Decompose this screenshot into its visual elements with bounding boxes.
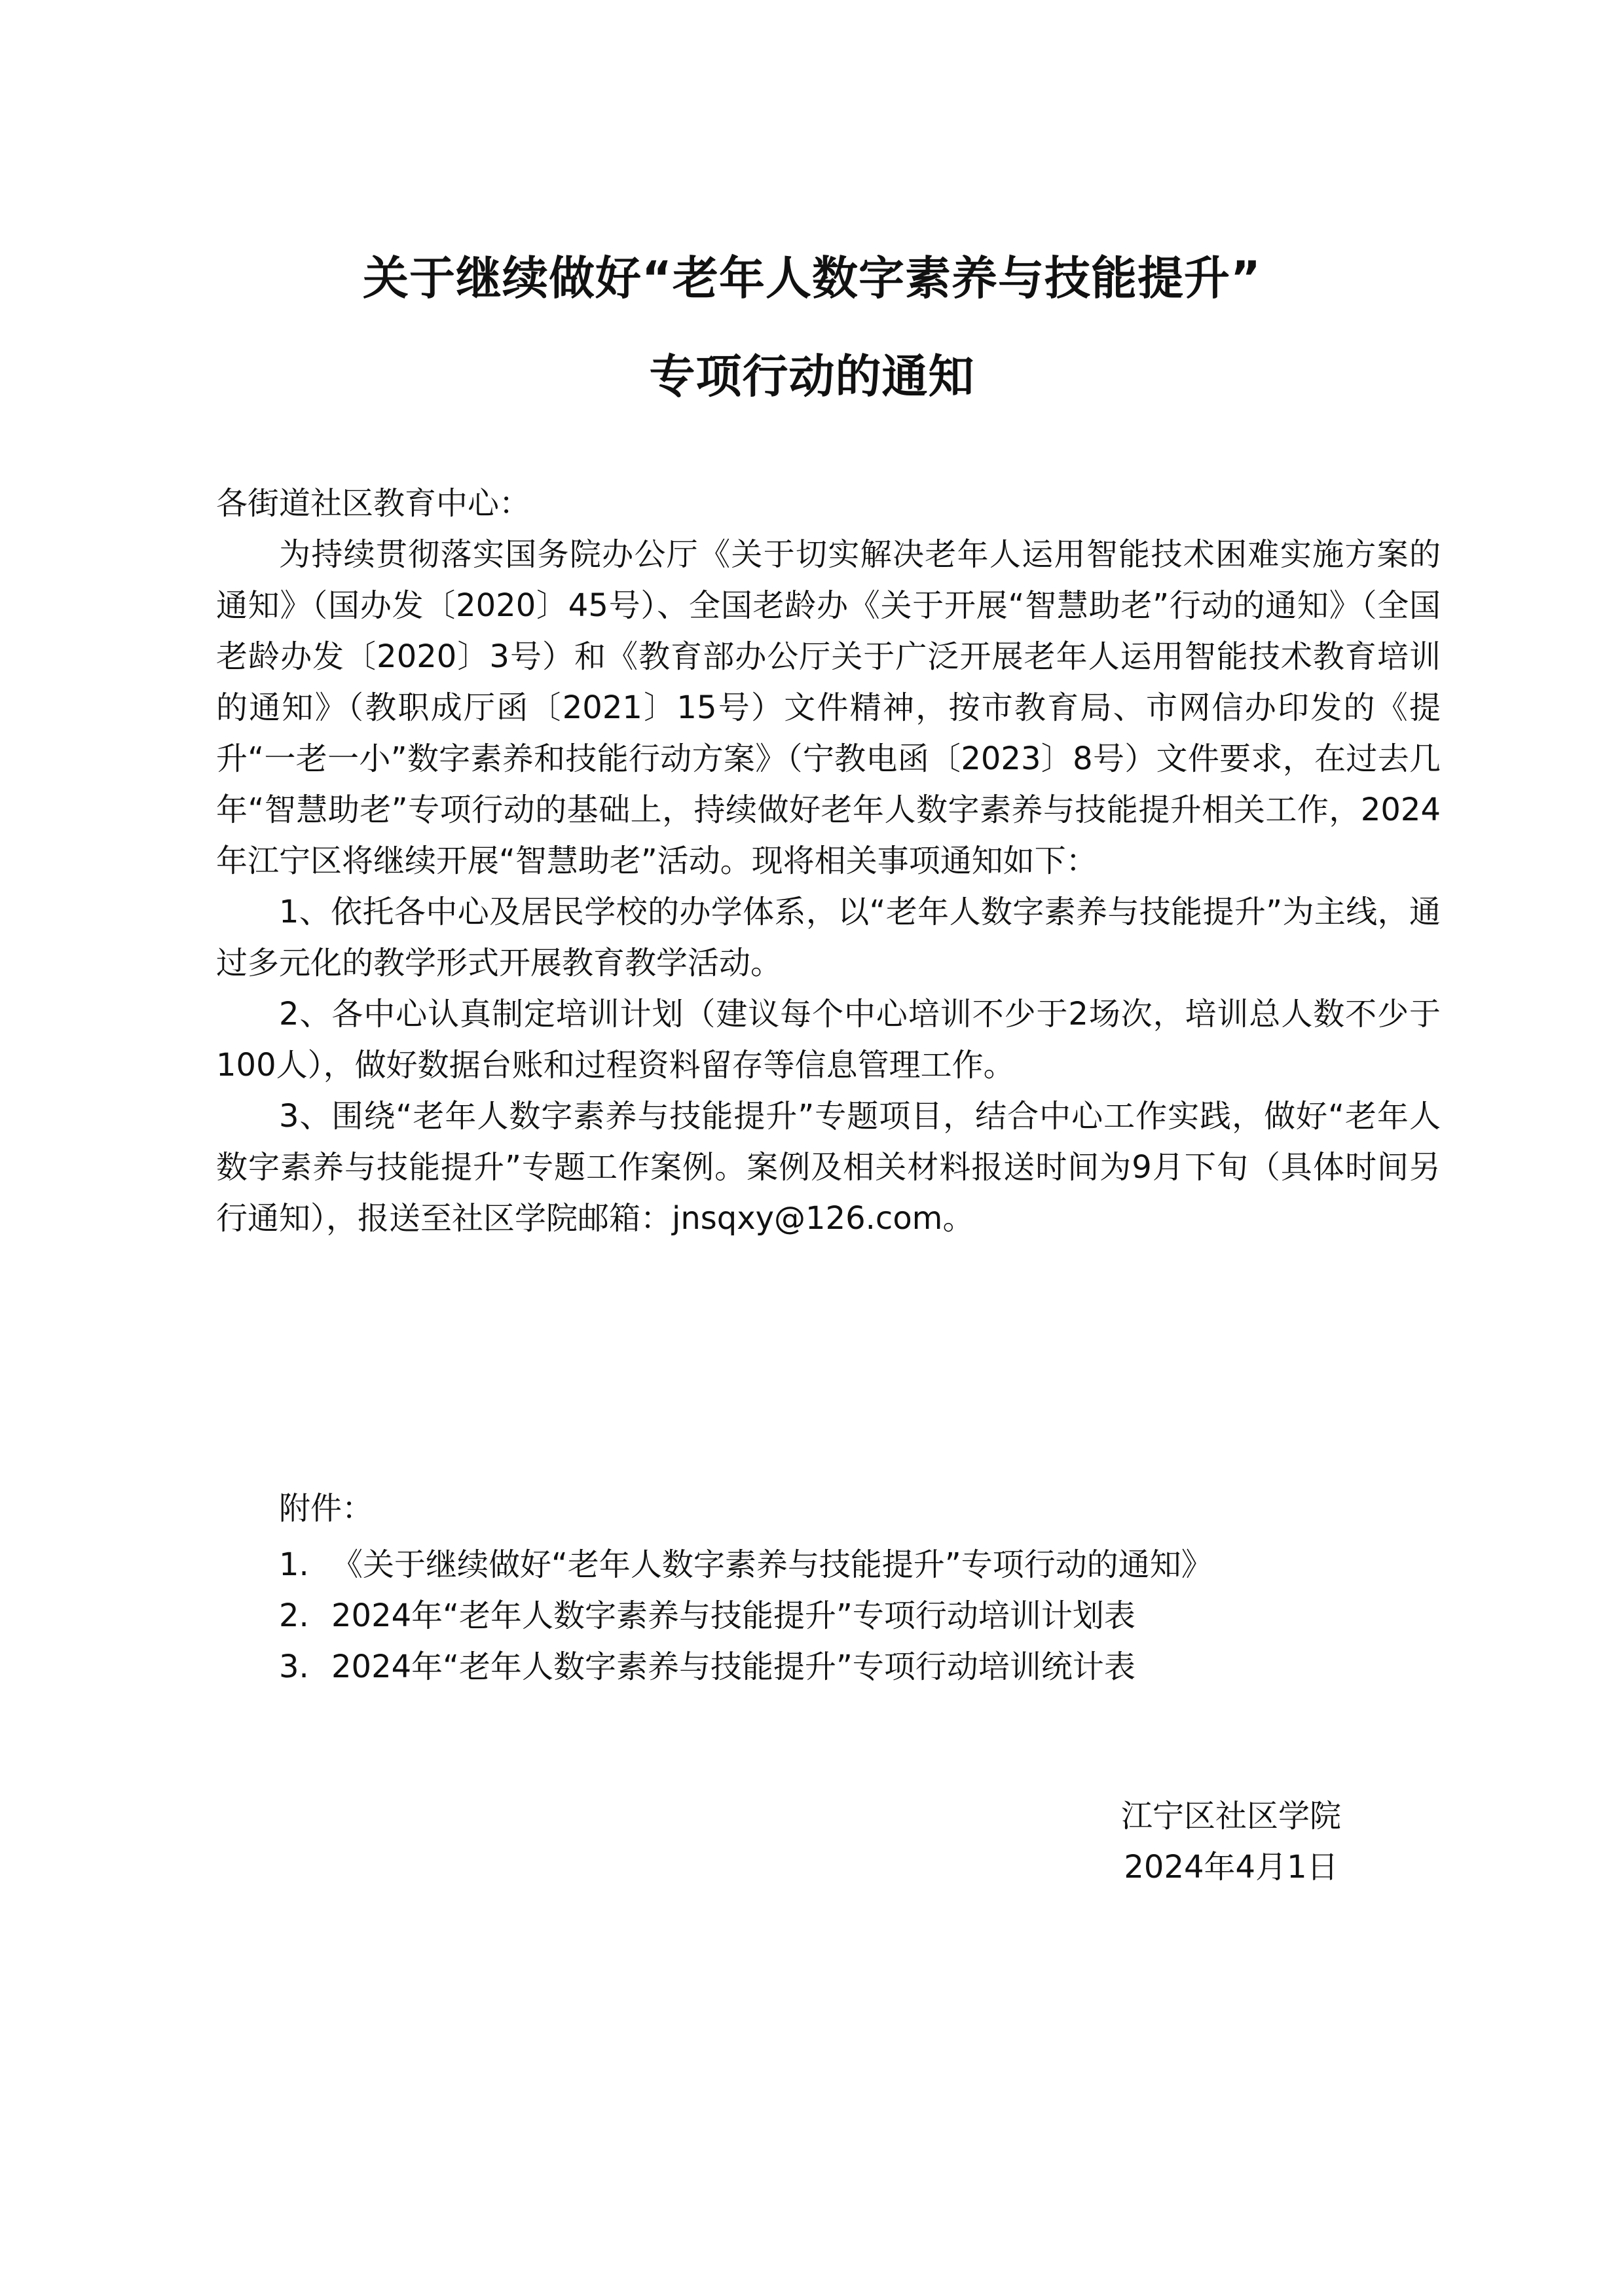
signature-block <box>1048 1791 1414 1893</box>
attachment-title: 《关于继续做好“老年人数字素养与技能提升”专项行动的通知》 <box>331 1546 1213 1583</box>
attachments <box>279 1483 1458 1692</box>
title-line-2: 专项行动的通知 <box>649 350 975 403</box>
attachment-number: 3. <box>279 1649 309 1685</box>
attachment-number: 2. <box>279 1597 309 1634</box>
attachment-item <box>279 1539 1458 1590</box>
attachment-title: 2024年“老年人数字素养与技能提升”专项行动培训统计表 <box>331 1649 1135 1685</box>
document-body <box>216 478 1441 1244</box>
attachments-heading: 附件： <box>279 1490 374 1527</box>
attachment-item <box>279 1590 1458 1641</box>
signature-date: 2024年4月1日 <box>1124 1849 1338 1886</box>
paragraph-item-3: 3、围绕“老年人数字素养与技能提升”专题项目，结合中心工作实践，做好“老年人数字素养与技能提升”专题工作案例。案例及相关材料报送时间为9月下旬（具体时间另行通知），报送至社区学院邮箱：jnsqxy@126.com。 <box>216 1098 1441 1237</box>
signature-organization: 江宁区社区学院 <box>1120 1798 1341 1834</box>
paragraph-intro: 为持续贯彻落实国务院办公厅《关于切实解决老年人运用智能技术困难实施方案的通知》（国办发〔2020〕45号）、全国老龄办《关于开展“智慧助老”行动的通知》（全国老龄办发〔2020〕3号）和《教育部办公厅关于广泛开展老年人运用智能技术教育培训的通知》（教职成厅函〔2021〕15号）文件精神，按市教育局、市网信办印发的《提升“一老一小”数字素养和技能行动方案》（宁教电函〔2023〕8号）文件要求，在过去几年“智慧助老”专项行动的基础上，持续做好老年人数字素养与技能提升相关工作，2024年江宁区将继续开展“智慧助老”活动。现将相关事项通知如下： <box>216 536 1441 879</box>
attachment-number: 1. <box>279 1546 309 1583</box>
attachment-title: 2024年“老年人数字素养与技能提升”专项行动培训计划表 <box>331 1597 1135 1634</box>
salutation: 各街道社区教育中心： <box>216 485 531 522</box>
paragraph-item-2: 2、各中心认真制定培训计划（建议每个中心培训不少于2场次，培训总人数不少于100人），做好数据台账和过程资料留存等信息管理工作。 <box>216 996 1441 1084</box>
attachment-item <box>279 1641 1458 1692</box>
title-line-1: 关于继续做好“老年人数字素养与技能提升” <box>362 251 1261 305</box>
paragraph-item-1: 1、依托各中心及居民学校的办学体系，以“老年人数字素养与技能提升”为主线，通过多元化的教学形式开展教育教学活动。 <box>216 894 1441 981</box>
document-title <box>0 229 1624 426</box>
